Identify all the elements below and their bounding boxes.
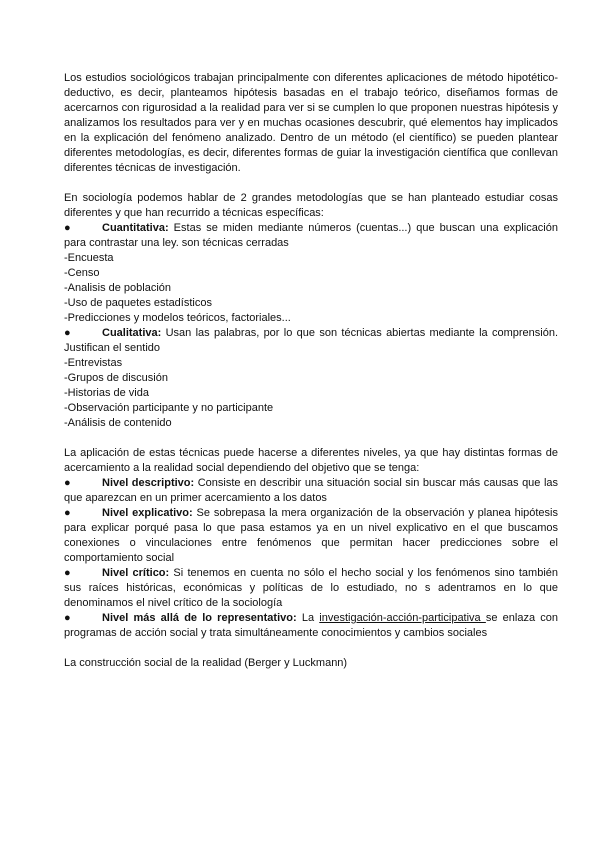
term-nivel: Nivel descriptivo: [102, 477, 195, 489]
list-item: -Entrevistas [64, 357, 123, 369]
list-item: -Uso de paquetes estadísticos [64, 297, 212, 309]
bullet-cuantitativa [64, 221, 558, 251]
bullet-dot-icon: ● [64, 327, 71, 339]
spacer [64, 641, 558, 656]
list-item: -Grupos de discusión [64, 372, 168, 384]
text-nivel: Si tenemos en cuenta no sólo el hecho social y los fenómenos sino también sus raíces históricas, económicas y políticas de lo estudiado, no s adentramos en lo que denominamos el nivel crítico de la sociología [64, 567, 558, 609]
bullet-nivel-critico [64, 566, 558, 611]
methodologies-intro: En sociología podemos hablar de 2 grandes metodologías que se han planteado estudiar cosas diferentes y que han recurrido a técnicas específicas: [64, 192, 558, 219]
iap-link[interactable]: investigación-acción-participativa [319, 612, 486, 624]
bullet-dot-icon: ● [64, 567, 71, 579]
intro-paragraph: Los estudios sociológicos trabajan principalmente con diferentes aplicaciones de método hipotético-deductivo, es decir, planteamos hipótesis basadas en el trabajo teórico, diseñamos formas de acercarnos con rigurosidad a la realidad para ver si se cumplen lo que proponen nuestras hipótesis y analizamos los resultados para ver y en muchas ocasiones descubrir, qué elementos hay implicados en la explicación del fenómeno analizado. Dentro de un método (el científico) se pueden plantear diferentes metodologías, es decir, diferentes formas de guiar la investigación científica que conllevan diferentes técnicas de investigación. [64, 72, 558, 174]
text-nivel: Se sobrepasa la mera organización de la observación y planea hipótesis para explicar porqué pasa lo que pasa estamos ya en un nivel explicativo en el que buscamos conexiones o vinculaciones entre fenómenos que permitan hacer predicciones sobre el comportamiento social [64, 507, 558, 564]
list-item: -Observación participante y no participante [64, 402, 274, 414]
list-item: -Censo [64, 267, 100, 279]
text-nivel: Consiste en describir una situación social sin buscar más causas que las que aparezcan en un primer acercamiento a los datos [64, 477, 558, 504]
list-item: -Encuesta [64, 252, 114, 264]
bullet-dot-icon: ● [64, 507, 71, 519]
text-post: se enlaza con programas de acción social y trata simultáneamente conocimientos y cambios sociales [64, 612, 558, 639]
bullet-dot-icon: ● [64, 612, 71, 624]
bullet-dot-icon: ● [64, 477, 71, 489]
term-nivel: Nivel más allá de lo representativo: [102, 612, 297, 624]
levels-intro: La aplicación de estas técnicas puede hacerse a diferentes niveles, ya que hay distintas formas de acercamiento a la realidad social dependiendo del objetivo que se tenga: [64, 447, 558, 474]
list-item: -Historias de vida [64, 387, 149, 399]
term-cualitativa: Cualitativa: [102, 327, 162, 339]
term-nivel: Nivel explicativo: [102, 507, 193, 519]
spacer [64, 176, 558, 191]
text-cualitativa: Usan las palabras, por lo que son técnicas abiertas mediante la comprensión. Justifican el sentido [64, 327, 558, 354]
bullet-cualitativa [64, 326, 558, 356]
list-item: -Predicciones y modelos teóricos, factoriales... [64, 312, 291, 324]
text-cuantitativa: Estas se miden mediante números (cuentas...) que buscan una explicación para contrastar una ley. son técnicas cerradas [64, 222, 558, 249]
term-nivel: Nivel crítico: [102, 567, 170, 579]
bullet-nivel-explicativo [64, 506, 558, 566]
bullet-dot-icon: ● [64, 222, 71, 234]
term-cuantitativa: Cuantitativa: [102, 222, 169, 234]
list-item: -Análisis de contenido [64, 417, 172, 429]
closing-line: La construcción social de la realidad (Berger y Luckmann) [64, 657, 348, 669]
text-pre: La [296, 612, 320, 624]
spacer [64, 431, 558, 446]
list-item: -Analisis de población [64, 282, 172, 294]
document-body [64, 71, 558, 671]
bullet-nivel-descriptivo [64, 476, 558, 506]
bullet-nivel-mas-alla [64, 611, 558, 641]
